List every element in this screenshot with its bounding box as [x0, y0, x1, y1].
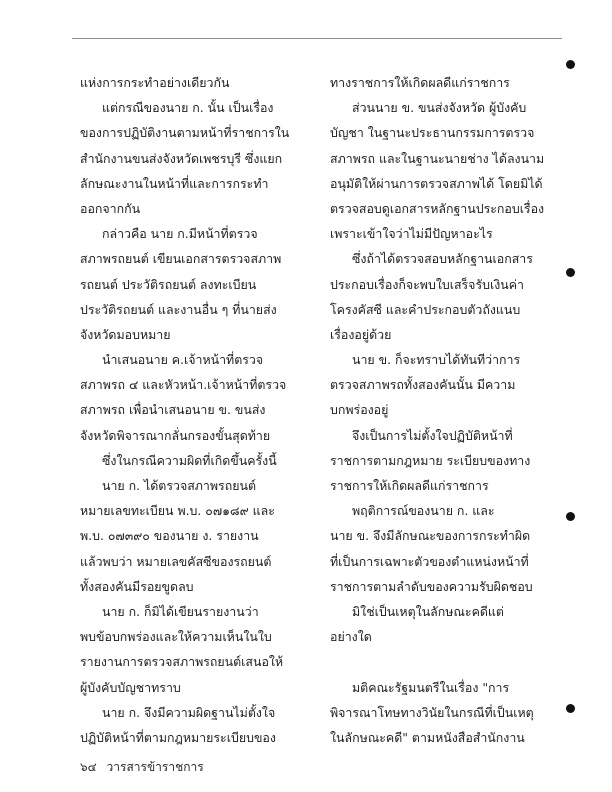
text-line: ราชการตามกฎหมาย ระเบียบของทาง: [330, 452, 531, 468]
text-line: ตรวจสภาพรถทั้งสองคันนั้น มีความ: [330, 377, 516, 393]
text-line: แห่งการกระทำอย่างเดียวกัน: [80, 75, 230, 90]
text-line: จังหวัดพิจารณากลั่นกรองขั้นสุดท้าย: [80, 427, 271, 443]
text-line: ปฏิบัติหน้าที่ตามกฎหมายระเบียบของ: [80, 729, 276, 745]
text-line: สภาพรถ เพื่อนำเสนอนาย ข. ขนส่ง: [80, 402, 266, 418]
text-line: ซึ่งถ้าได้ตรวจสอบหลักฐานเอกสาร: [352, 251, 533, 267]
text-line: ราชการให้เกิดผลดีแก่ราชการ: [330, 478, 489, 493]
text-line: บกพร่องอยู่: [330, 402, 389, 418]
text-line: อย่างใด: [330, 629, 372, 645]
text-line: สภาพรถ และในฐานะนายช่าง ได้ลงนาม: [330, 150, 545, 166]
text-line: ทางราชการให้เกิดผลดีแก่ราชการ: [330, 75, 510, 90]
text-line: รายงานการตรวจสภาพรถยนต์เสนอให้: [80, 654, 284, 670]
text-line: แล้วพบว่า หมายเลขคัสซีของรถยนต์: [80, 553, 272, 569]
text-line: บัญชา ในฐานะประธานกรรมการตรวจ: [330, 125, 535, 141]
text-line: เพราะเข้าใจว่าไม่มีปัญหาอะไร: [330, 226, 493, 242]
text-line: นาย ก. ก็มิได้เขียนรายงานว่า: [102, 603, 259, 619]
text-line: ของการปฏิบัติงานตามหน้าที่ราชการใน: [80, 125, 290, 141]
text-line: แต่กรณีของนาย ก. นั้น เป็นเรื่อง: [102, 100, 274, 116]
right-column: [330, 70, 554, 750]
text-line: ตรวจสอบดูเอกสารหลักฐานประกอบเรื่อง: [330, 200, 545, 216]
text-line: นาย ก. ได้ตรวจสภาพรถยนต์: [102, 478, 256, 493]
page-footer: [80, 758, 204, 777]
text-line: จึงเป็นการไม่ตั้งใจปฏิบัติหน้าที่: [352, 427, 513, 443]
text-line: นำเสนอนาย ค.เจ้าหน้าที่ตรวจ: [102, 352, 264, 368]
text-line: สภาพรถยนต์ เขียนเอกสารตรวจสภาพ: [80, 251, 282, 267]
text-line: นาย ข. ก็จะทราบได้ทันทีว่าการ: [352, 352, 521, 368]
text-line: อนุมัติให้ผ่านการตรวจสภาพได้ โดยมิได้: [330, 175, 543, 191]
text-line: ที่เป็นการเฉพาะตัวของตำแหน่งหน้าที่: [330, 553, 529, 569]
text-line: ออกจากกัน: [80, 200, 141, 216]
text-line: มติคณะรัฐมนตรีในเรื่อง "การ: [352, 679, 510, 695]
binder-hole: [566, 60, 575, 69]
text-line: พิจารณาโทษทางวินัยในกรณีที่เป็นเหตุ: [330, 704, 534, 720]
text-line: กล่าวคือ นาย ก.มีหน้าที่ตรวจ: [102, 226, 258, 242]
top-rule: [72, 38, 562, 39]
journal-title: วารสารข้าราชการ: [106, 760, 204, 774]
left-column: [80, 70, 298, 750]
binder-hole: [566, 512, 575, 521]
text-line: ราชการตามลำดับของความรับผิดชอบ: [330, 578, 533, 594]
page-number: ๖๔: [80, 760, 97, 774]
text-line: มิใช่เป็นเหตุในลักษณะคดีแต่: [352, 603, 504, 619]
text-line: พฤติการณ์ของนาย ก. และ: [352, 503, 495, 519]
text-line: ส่วนนาย ข. ขนส่งจังหวัด ผู้บังคับ: [352, 100, 527, 116]
text-line: [330, 649, 554, 674]
text-line: สภาพรถ ๔ และหัวหน้า.เจ้าหน้าที่ตรวจ: [80, 377, 287, 393]
text-line: นาย ก. จึงมีความผิดฐานไม่ตั้งใจ: [102, 704, 276, 720]
text-line: จังหวัดมอบหมาย: [80, 326, 171, 342]
text-line: พบข้อบกพร่องและให้ความเห็นในใบ: [80, 629, 272, 645]
text-line: ประวัติรถยนต์ และงานอื่น ๆ ที่นายส่ง: [80, 301, 277, 317]
binder-hole: [566, 704, 575, 713]
text-line: ลักษณะงานในหน้าที่และการกระทำ: [80, 175, 269, 191]
text-line: รถยนต์ ประวัติรถยนต์ ลงทะเบียน: [80, 276, 257, 292]
text-line: ผู้บังคับบัญชาทราบ: [80, 679, 181, 695]
binder-hole: [566, 268, 575, 277]
text-line: สำนักงานขนส่งจังหวัดเพชรบุรี ซึ่งแยก: [80, 150, 283, 166]
text-line: นาย ข. จึงมีลักษณะของการกระทำผิด: [330, 528, 531, 544]
text-line: พ.บ. ๐๗๓๙๐ ของนาย ง. รายงาน: [80, 528, 259, 544]
text-line: ซึ่งในกรณีความผิดที่เกิดขึ้นครั้งนี้: [102, 452, 277, 468]
text-line: เรื่องอยู่ด้วย: [330, 326, 392, 342]
text-line: ประกอบเรื่องก็จะพบใบเสร็จรับเงินค่า: [330, 276, 524, 292]
text-line: ทั้งสองคันมีรอยขูดลบ: [80, 578, 194, 594]
text-line: ในลักษณะคดี" ตามหนังสือสำนักงาน: [330, 729, 525, 745]
text-line: หมายเลขทะเบียน พ.บ. ๐๗๑๘๙ และ: [80, 503, 275, 519]
text-line: โครงคัสซี และคำประกอบตัวถังแนบ: [330, 301, 521, 317]
